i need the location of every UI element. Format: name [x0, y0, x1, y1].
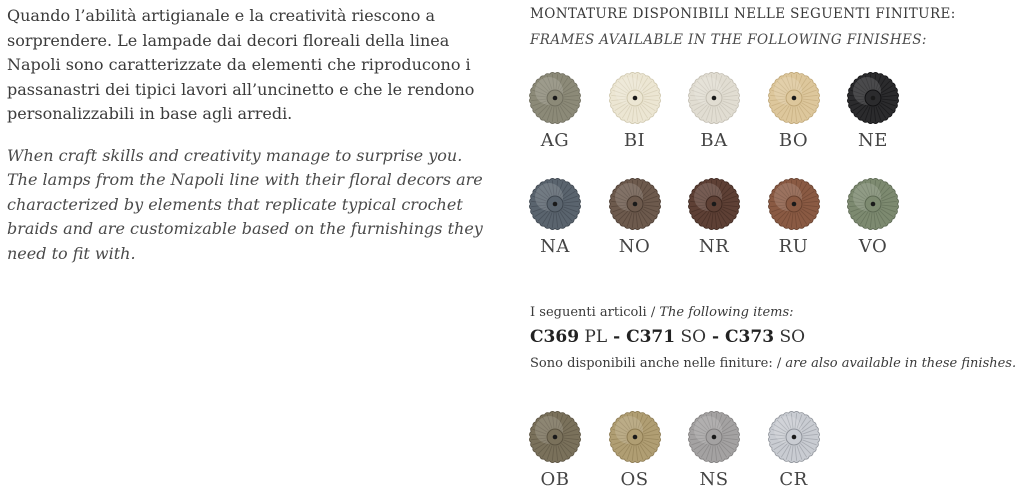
special-items-separator: /	[646, 305, 660, 320]
finish-code-label: VO	[858, 236, 888, 257]
finish-code-label: CR	[779, 469, 808, 490]
finish-code-label: AG	[540, 130, 570, 151]
finish-swatch-vo	[833, 176, 913, 257]
finish-code-label: OB	[540, 469, 570, 490]
finish-swatch-bi	[595, 70, 675, 151]
finish-swatch-ag	[515, 70, 595, 151]
finish-swatch-no	[595, 176, 675, 257]
finish-rosette-icon	[527, 176, 583, 232]
special-items-english: The following items:	[659, 305, 794, 320]
article-codes	[530, 327, 805, 347]
article-code: C373	[725, 327, 775, 347]
finish-swatch-ru	[754, 176, 834, 257]
finish-swatch-ne	[833, 70, 913, 151]
special-items-italian: I seguenti articoli	[530, 305, 647, 320]
finish-code-label: NO	[618, 236, 651, 257]
article-code: C371	[626, 327, 676, 347]
finishes-header-italian: MONTATURE DISPONIBILI NELLE SEGUENTI FINITURE:	[530, 6, 956, 22]
finish-rosette-icon	[607, 70, 663, 126]
finish-rosette-icon	[845, 176, 901, 232]
description-block	[7, 4, 487, 266]
finish-rosette-icon	[686, 176, 742, 232]
finish-rosette-icon	[766, 409, 822, 465]
finishes-header-english: FRAMES AVAILABLE IN THE FOLLOWING FINISHES:	[530, 32, 927, 48]
article-suffix: PL	[579, 327, 608, 347]
finish-code-label: OS	[620, 469, 649, 490]
description-english: When craft skills and creativity manage to surprise you. The lamps from the Napoli line with their floral decors are characterized by elements that replicate typical crochet braids and are customizable based on the furnishings they need to fit with.	[7, 145, 483, 263]
finish-code-label: RU	[778, 236, 809, 257]
finish-code-label: BA	[700, 130, 728, 151]
finish-swatch-ba	[674, 70, 754, 151]
description-italian: Quando l’abilità artigianale e la creatività riescono a sorprendere. Le lampade dai decori floreali della linea Napoli sono caratterizzate da elementi che riproducono i passanastri dei tipici lavori all’uncinetto e che le rendono personalizzabili in base agli arredi.	[7, 6, 475, 123]
article-joiner: -	[607, 327, 627, 347]
finish-swatch-cr	[754, 409, 834, 490]
finish-rosette-icon	[766, 70, 822, 126]
special-items-line	[530, 305, 794, 320]
finish-rosette-icon	[607, 409, 663, 465]
finish-rosette-icon	[766, 176, 822, 232]
finish-code-label: BO	[778, 130, 809, 151]
also-available-italian: Sono disponibili anche nelle finiture:	[530, 356, 773, 371]
also-available-separator: /	[772, 356, 786, 371]
finish-rosette-icon	[845, 70, 901, 126]
finish-swatch-ns	[674, 409, 754, 490]
finish-rosette-icon	[686, 70, 742, 126]
finish-code-label: NR	[698, 236, 730, 257]
article-joiner: -	[706, 327, 726, 347]
article-suffix: SO	[675, 327, 707, 347]
finish-swatch-ob	[515, 409, 595, 490]
finish-code-label: NE	[858, 130, 888, 151]
finish-rosette-icon	[527, 409, 583, 465]
finish-code-label: NS	[699, 469, 729, 490]
finish-swatch-nr	[674, 176, 754, 257]
finish-rosette-icon	[527, 70, 583, 126]
finish-swatch-bo	[754, 70, 834, 151]
also-available-english: are also available in these finishes.	[785, 356, 1016, 371]
article-suffix: SO	[774, 327, 806, 347]
finish-swatch-os	[595, 409, 675, 490]
finish-code-label: BI	[623, 130, 646, 151]
finish-rosette-icon	[686, 409, 742, 465]
finish-swatch-na	[515, 176, 595, 257]
also-available-line	[530, 356, 1016, 371]
finish-code-label: NA	[540, 236, 570, 257]
article-code: C369	[530, 327, 580, 347]
finish-rosette-icon	[607, 176, 663, 232]
